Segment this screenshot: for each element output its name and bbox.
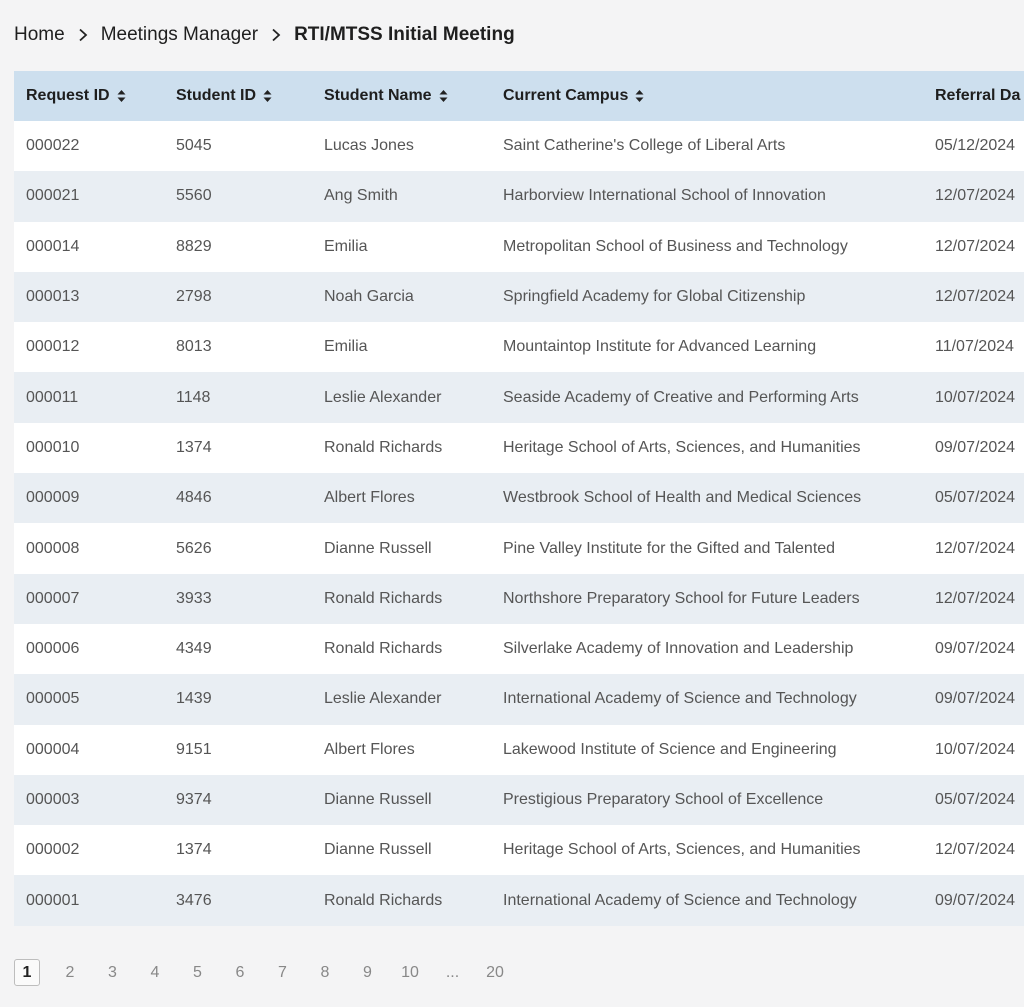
column-header-label: Student ID [176, 87, 256, 104]
cell-student-name: Dianne Russell [324, 539, 432, 557]
cell-student-id: 3933 [176, 589, 212, 607]
cell-referral-date: 12/07/2024 [935, 288, 1016, 306]
table-row[interactable] [14, 423, 1024, 473]
cell-request-id: 000012 [26, 338, 80, 356]
cell-referral-date: 12/07/2024 [935, 187, 1016, 205]
cell-request-id: 000022 [26, 137, 80, 155]
table-row[interactable] [14, 121, 1024, 171]
cell-request-id: 000006 [26, 640, 80, 658]
cell-student-name: Emilia [324, 237, 368, 255]
table-row[interactable] [14, 322, 1024, 372]
page-button-2[interactable]: 2 [65, 964, 75, 981]
cell-student-id: 8829 [176, 237, 212, 255]
cell-student-id: 4349 [176, 640, 212, 658]
sort-icon[interactable] [439, 89, 448, 103]
cell-request-id: 000014 [26, 237, 80, 255]
cell-student-name: Leslie Alexander [324, 388, 442, 406]
table-row[interactable] [14, 725, 1024, 775]
cell-referral-date: 09/07/2024 [935, 438, 1016, 456]
cell-student-id: 1374 [176, 841, 212, 859]
cell-request-id: 000021 [26, 187, 80, 205]
breadcrumb-link-meetings-manager[interactable]: Meetings Manager [100, 24, 259, 45]
cell-current-campus: Mountaintop Institute for Advanced Learning [503, 338, 817, 356]
cell-current-campus: Lakewood Institute of Science and Engineering [503, 740, 837, 758]
cell-referral-date: 09/07/2024 [935, 891, 1016, 909]
cell-current-campus: Silverlake Academy of Innovation and Leadership [503, 640, 854, 658]
cell-current-campus: Prestigious Preparatory School of Excellence [503, 791, 824, 808]
cell-student-name: Albert Flores [324, 740, 415, 758]
column-header-student-name[interactable] [312, 71, 491, 121]
column-header-referral-da[interactable] [923, 71, 1024, 121]
page-button-10[interactable]: 10 [401, 964, 419, 981]
cell-student-name: Lucas Jones [324, 137, 414, 155]
page-button-3[interactable]: 3 [108, 964, 117, 981]
sort-icon[interactable] [117, 89, 126, 103]
cell-student-name: Emilia [324, 338, 368, 356]
chevron-right-icon [65, 22, 101, 48]
column-header-label: Student Name [324, 87, 432, 104]
cell-student-id: 9151 [176, 740, 212, 758]
cell-student-name: Ang Smith [324, 187, 398, 205]
cell-referral-date: 09/07/2024 [935, 640, 1016, 658]
cell-request-id: 000002 [26, 841, 80, 859]
page-button-8[interactable]: 8 [320, 964, 330, 981]
cell-request-id: 000001 [26, 891, 80, 909]
table-row[interactable] [14, 523, 1024, 573]
table-row[interactable] [14, 574, 1024, 624]
cell-request-id: 000011 [26, 388, 79, 406]
cell-referral-date: 05/12/2024 [935, 137, 1016, 155]
page-button-5[interactable]: 5 [193, 964, 202, 981]
cell-request-id: 000005 [26, 690, 80, 708]
cell-current-campus: Pine Valley Institute for the Gifted and Talented [503, 539, 836, 557]
cell-student-id: 8013 [176, 338, 212, 356]
cell-student-name: Dianne Russell [324, 791, 432, 808]
cell-student-name: Albert Flores [324, 489, 415, 507]
sort-icon[interactable] [263, 89, 272, 103]
cell-student-id: 9374 [176, 791, 212, 808]
cell-student-id: 1374 [176, 438, 212, 456]
cell-current-campus: Seaside Academy of Creative and Performing Arts [503, 388, 859, 406]
page-button-20[interactable]: 20 [486, 964, 504, 981]
table-row[interactable] [14, 674, 1024, 724]
breadcrumb-link-home[interactable]: Home [14, 24, 65, 45]
header-row [14, 71, 1024, 121]
cell-student-id: 1148 [176, 388, 211, 406]
page-button-4[interactable]: 4 [150, 964, 160, 981]
cell-student-id: 2798 [176, 288, 212, 306]
cell-student-id: 3476 [176, 891, 212, 909]
cell-current-campus: Heritage School of Arts, Sciences, and Humanities [503, 438, 861, 456]
cell-student-id: 4846 [176, 489, 212, 507]
meetings-table [14, 71, 1024, 926]
table-row[interactable] [14, 875, 1024, 925]
column-header-label: Request ID [26, 87, 110, 104]
page-button-active[interactable]: 1 [14, 959, 40, 986]
sort-icon[interactable] [635, 89, 644, 103]
cell-current-campus: Springfield Academy for Global Citizenship [503, 288, 806, 306]
breadcrumb-current: RTI/MTSS Initial Meeting [294, 24, 515, 45]
pagination [14, 959, 525, 986]
cell-referral-date: 05/07/2024 [935, 489, 1016, 507]
cell-student-name: Dianne Russell [324, 841, 432, 859]
cell-student-name: Noah Garcia [324, 288, 414, 306]
cell-request-id: 000004 [26, 740, 80, 758]
cell-student-id: 1439 [176, 690, 212, 708]
cell-student-name: Ronald Richards [324, 640, 443, 658]
column-header-request-id[interactable] [14, 71, 164, 121]
column-header-current-campus[interactable] [491, 71, 923, 121]
page-button-9[interactable]: 9 [363, 964, 372, 981]
cell-referral-date: 12/07/2024 [935, 841, 1016, 859]
cell-request-id: 000009 [26, 489, 80, 507]
cell-student-id: 5560 [176, 187, 212, 205]
cell-student-name: Leslie Alexander [324, 690, 442, 708]
cell-request-id: 000007 [26, 589, 80, 607]
cell-referral-date: 12/07/2024 [935, 237, 1016, 255]
cell-student-id: 5626 [176, 539, 212, 557]
table-body [14, 121, 1024, 926]
cell-current-campus: Westbrook School of Health and Medical Sciences [503, 489, 862, 507]
cell-referral-date: 11/07/2024 [935, 338, 1014, 356]
cell-referral-date: 10/07/2024 [935, 388, 1016, 406]
cell-student-name: Ronald Richards [324, 891, 443, 909]
cell-current-campus: Heritage School of Arts, Sciences, and Humanities [503, 841, 861, 859]
cell-current-campus: Northshore Preparatory School for Future Leaders [503, 589, 860, 607]
cell-request-id: 000008 [26, 539, 80, 557]
pagination-ellipsis: ... [445, 964, 460, 981]
table-row[interactable] [14, 272, 1024, 322]
cell-referral-date: 12/07/2024 [935, 589, 1016, 607]
table-row[interactable] [14, 624, 1024, 674]
table-header [14, 71, 1024, 121]
breadcrumb [14, 22, 515, 48]
cell-student-name: Ronald Richards [324, 589, 443, 607]
cell-student-id: 5045 [176, 137, 212, 155]
table-row[interactable] [14, 222, 1024, 272]
cell-referral-date: 12/07/2024 [935, 539, 1016, 557]
page-button-7[interactable]: 7 [278, 964, 287, 981]
cell-referral-date: 09/07/2024 [935, 690, 1016, 708]
column-header-label: Referral Da [935, 87, 1021, 104]
column-header-student-id[interactable] [164, 71, 312, 121]
cell-referral-date: 10/07/2024 [935, 740, 1016, 758]
cell-current-campus: Harborview International School of Innovation [503, 187, 826, 205]
page-button-6[interactable]: 6 [235, 964, 245, 981]
table-row[interactable] [14, 825, 1024, 875]
cell-request-id: 000003 [26, 791, 80, 808]
meetings-table-container [14, 71, 1024, 926]
column-header-label: Current Campus [503, 87, 629, 104]
cell-request-id: 000013 [26, 288, 80, 306]
table-row[interactable] [14, 171, 1024, 221]
cell-referral-date: 05/07/2024 [935, 791, 1016, 808]
chevron-right-icon [258, 22, 294, 48]
table-row[interactable] [14, 473, 1024, 523]
cell-student-name: Ronald Richards [324, 438, 443, 456]
cell-current-campus: International Academy of Science and Technology [503, 891, 857, 909]
cell-request-id: 000010 [26, 438, 80, 456]
cell-current-campus: Metropolitan School of Business and Technology [503, 237, 848, 255]
table-row[interactable] [14, 372, 1024, 422]
cell-current-campus: International Academy of Science and Technology [503, 690, 857, 708]
table-row[interactable] [14, 775, 1024, 825]
cell-current-campus: Saint Catherine's College of Liberal Arts [503, 137, 786, 155]
